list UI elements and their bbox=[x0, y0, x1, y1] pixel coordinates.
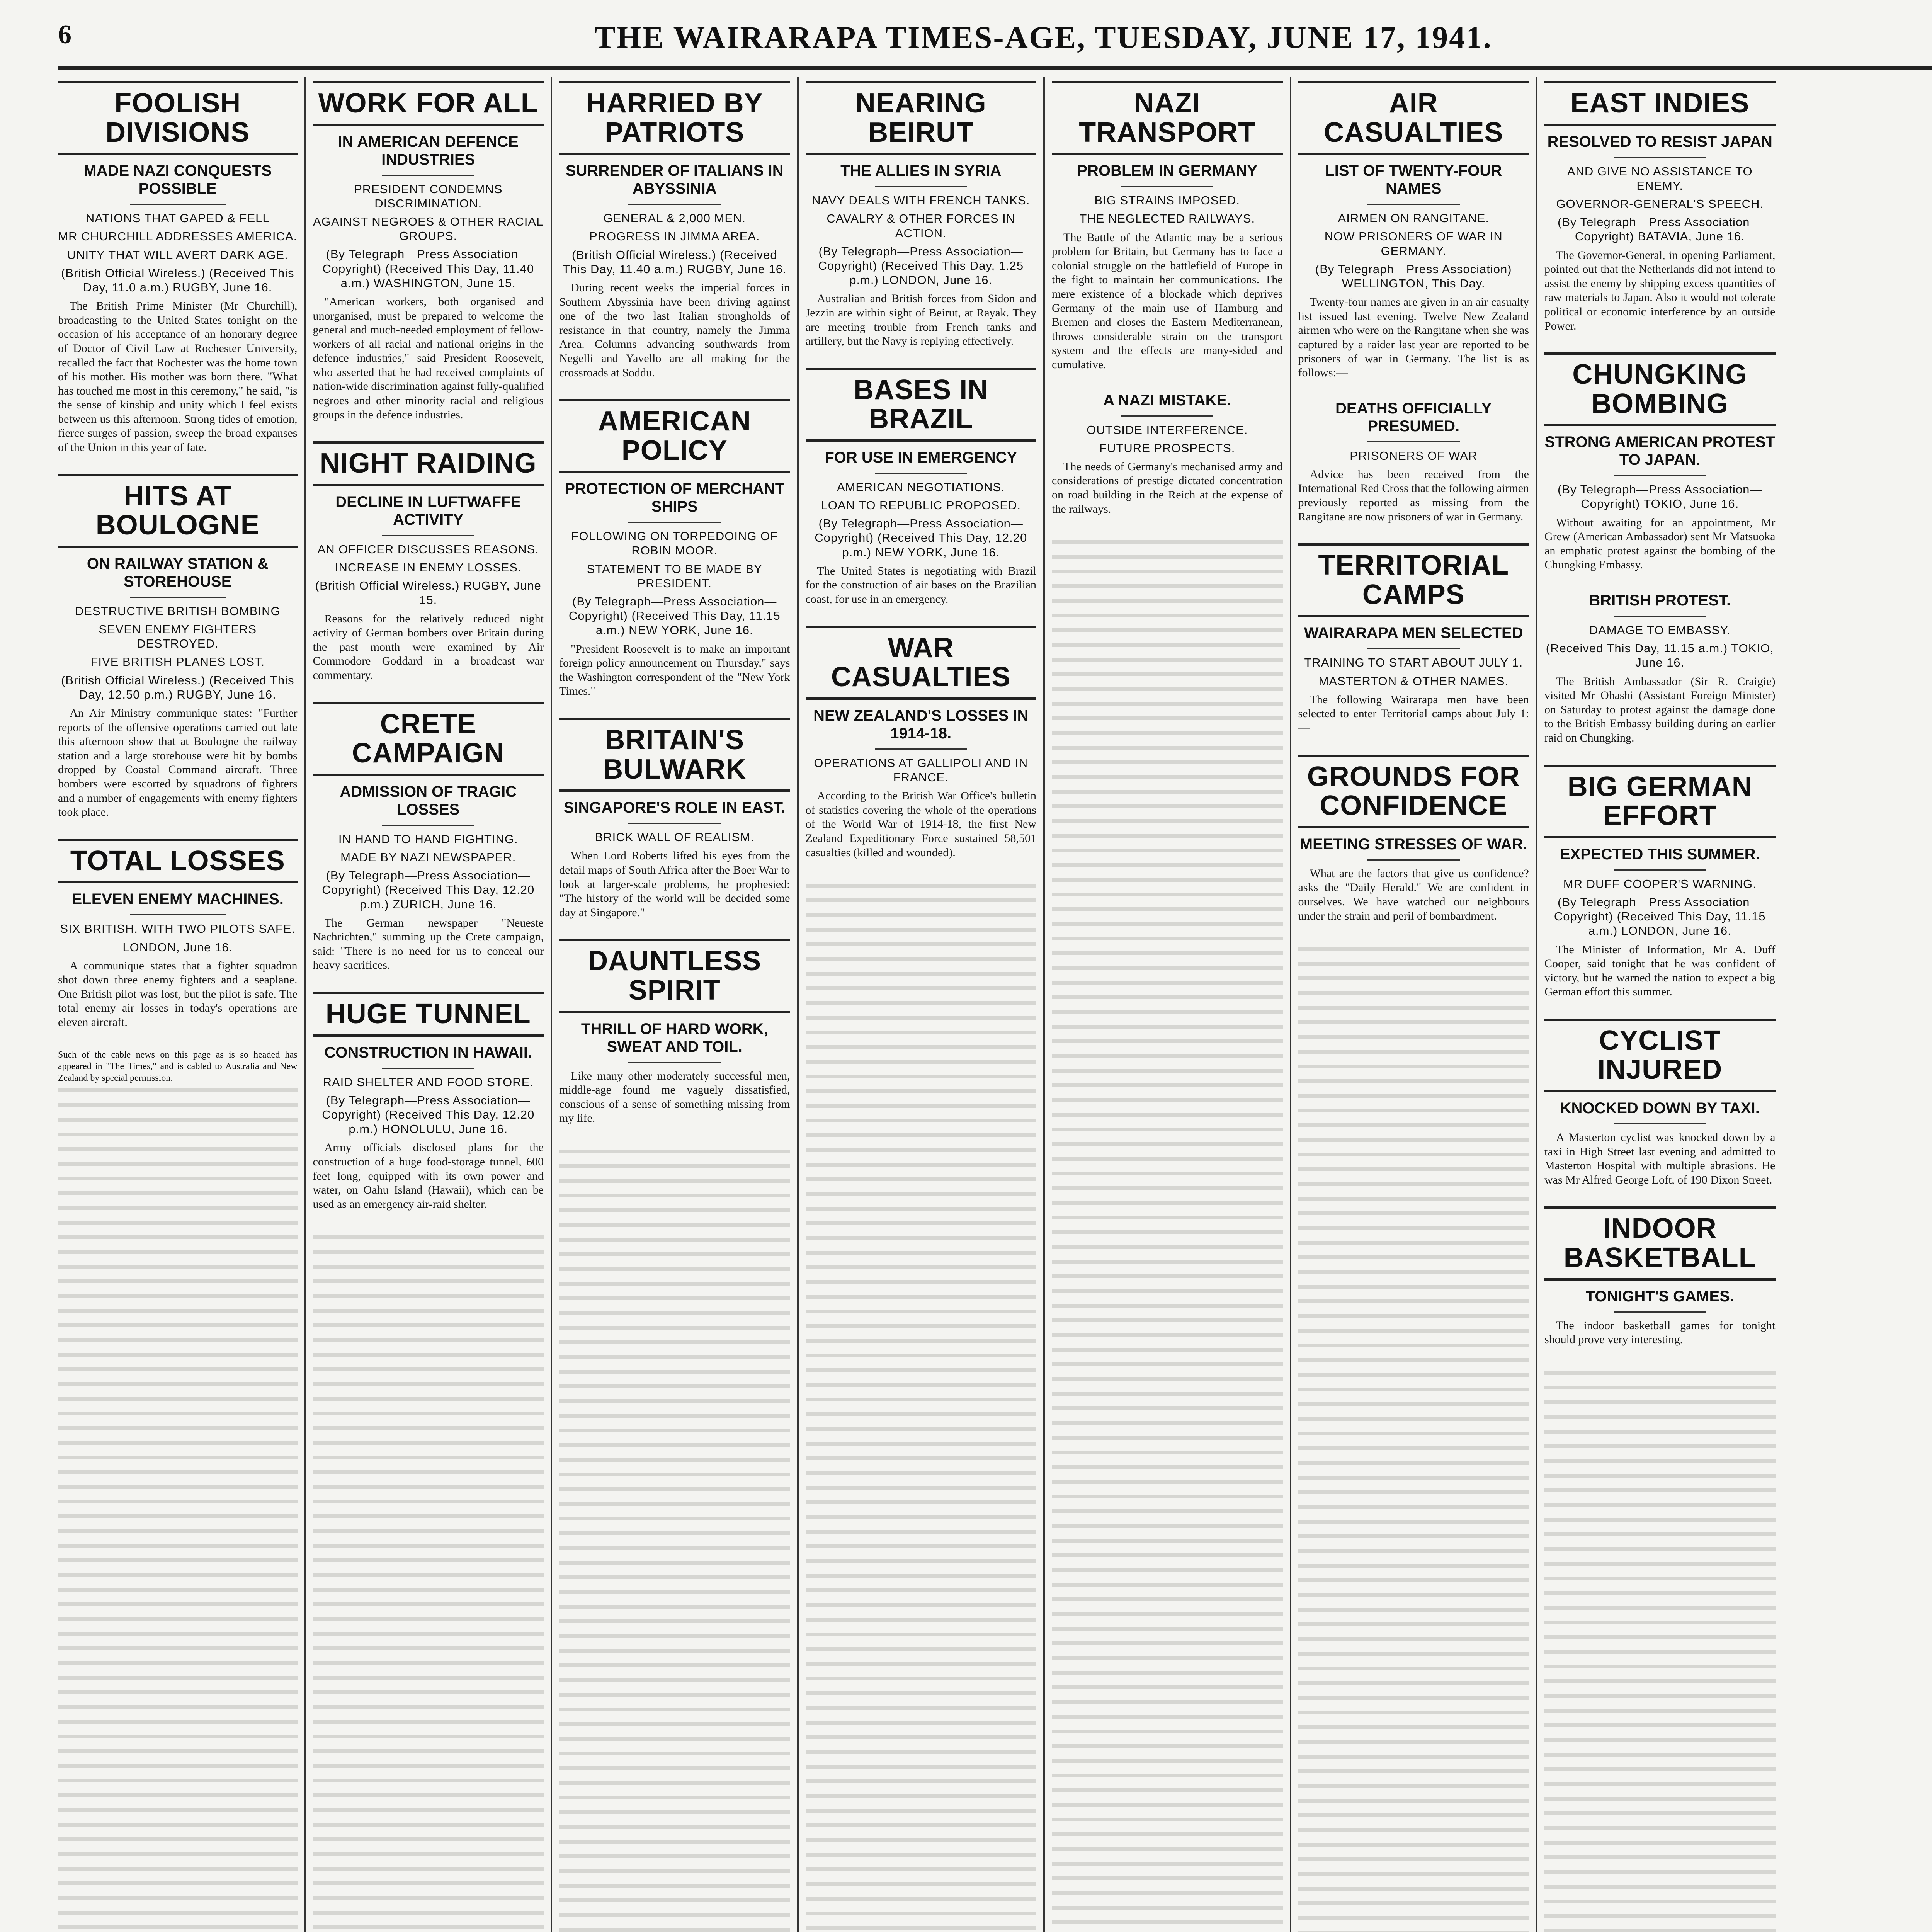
paragraph: "American workers, both organised and unorganised, must be prepared to welcome the general and much-needed employment of fellow-workers of all racial and national origins in the defence industries," said President Roosevelt, who asserted that he had received complaints of nation-wide discrimination against fully-qualified negroes and other minority racial and religious groups in the defence industries. bbox=[313, 295, 544, 421]
paragraph: The Governor-General, in opening Parliament, pointed out that the Netherlands did not intend to assist the enemy by shipping excess quantities of raw materials to Japan. Also it would not tolerate political or economic interference by an outside Power. bbox=[1544, 248, 1776, 332]
divider bbox=[875, 186, 967, 187]
headline: BIG GERMAN EFFORT bbox=[1544, 765, 1776, 838]
paragraph: Without awaiting for an appointment, Mr Grew (American Ambassador) sent Mr Matsuoka an emphatic protest against the bombing of the Chungking Embassy. bbox=[1544, 516, 1776, 571]
article bbox=[1544, 592, 1776, 745]
article-header bbox=[806, 368, 1037, 560]
headline: INDOOR BASKETBALL bbox=[1544, 1206, 1776, 1280]
dateline: (By Telegraph—Press Association—Copyright) (Received This Day, 11.15 a.m.) LONDON, June 16. bbox=[1554, 895, 1766, 938]
article-body bbox=[1544, 1131, 1776, 1187]
headline: TERRITORIAL CAMPS bbox=[1298, 543, 1529, 617]
subheadline: TRAINING TO START ABOUT JULY 1. bbox=[1304, 656, 1523, 670]
article-header bbox=[1052, 391, 1283, 455]
article-header bbox=[1298, 81, 1529, 291]
subheadline: SURRENDER OF ITALIANS IN ABYSSINIA bbox=[565, 162, 784, 197]
subheadline: PROBLEM IN GERMANY bbox=[1077, 162, 1258, 180]
dateline: (By Telegraph—Press Association—Copyright) (Received This Day, 1.25 p.m.) LONDON, June 16. bbox=[818, 244, 1024, 287]
article bbox=[313, 702, 544, 973]
article-body bbox=[559, 1069, 790, 1126]
continued-text bbox=[1052, 536, 1283, 1932]
paragraph: A communique states that a fighter squadron shot down three enemy fighters and a seaplane. One British pilot was lost, but the pilot is safe. The total enemy air losses in today's operations are eleven aircraft. bbox=[58, 959, 298, 1029]
columns bbox=[58, 77, 1932, 1932]
article bbox=[58, 474, 298, 820]
column-2 bbox=[304, 77, 551, 1932]
article-header bbox=[1052, 81, 1283, 226]
continued-text bbox=[1298, 942, 1529, 1932]
paragraph: Advice has been received from the International Red Cross that the following airmen previously reported as missing from the Rangitane are now prisoners of war in Germany. bbox=[1298, 468, 1529, 523]
subheadline: SIX BRITISH, WITH TWO PILOTS SAFE. bbox=[60, 922, 296, 936]
headline: CYCLIST INJURED bbox=[1544, 1019, 1776, 1092]
article-header bbox=[1298, 400, 1529, 463]
article-body bbox=[559, 642, 790, 699]
subheadline: PRESIDENT CONDEMNS DISCRIMINATION. bbox=[354, 182, 503, 210]
article-body bbox=[313, 612, 544, 683]
article-body bbox=[313, 295, 544, 422]
article-body bbox=[1544, 516, 1776, 572]
footnote: Such of the cable news on this page as is so headed has appeared in "The Times," and is cabled to Australia and New Zealand by special permission. bbox=[58, 1049, 298, 1083]
headline: HITS AT BOULOGNE bbox=[58, 474, 298, 548]
divider bbox=[130, 597, 226, 598]
article-body bbox=[1298, 867, 1529, 923]
column-3 bbox=[551, 77, 797, 1932]
divider bbox=[130, 204, 226, 205]
paragraph: Army officials disclosed plans for the construction of a huge food-storage tunnel, 600 feet long, equipped with its own power and water, on Oahu Island (Hawaii), which can be used as an emergency air-raid shelter. bbox=[313, 1141, 544, 1211]
divider bbox=[382, 175, 474, 176]
column-4 bbox=[797, 77, 1044, 1932]
paragraph: Twenty-four names are given in an air casualty list issued last evening. Twelve New Zealand airmen who were on the Rangitane when she was captured by a raider last year are reported to be prisoners of war in Germany. The list is as follows:— bbox=[1298, 296, 1529, 379]
headline: HARRIED BY PATRIOTS bbox=[559, 81, 790, 155]
subheadline: THRILL OF HARD WORK, SWEAT AND TOIL. bbox=[581, 1020, 768, 1055]
subheadline: STATEMENT TO BE MADE BY PRESIDENT. bbox=[587, 562, 762, 590]
subheadline: ON RAILWAY STATION & STOREHOUSE bbox=[87, 555, 269, 590]
article-body bbox=[1052, 231, 1283, 372]
subheadline: MEETING STRESSES OF WAR. bbox=[1299, 835, 1527, 853]
article bbox=[1298, 400, 1529, 524]
article-header bbox=[1544, 592, 1776, 670]
article-header bbox=[313, 702, 544, 912]
article bbox=[313, 81, 544, 422]
subheadline: FUTURE PROSPECTS. bbox=[1099, 441, 1235, 455]
article-header bbox=[1298, 543, 1529, 688]
dateline: (By Telegraph—Press Association—Copyright) TOKIO, June 16. bbox=[1558, 483, 1762, 511]
divider bbox=[875, 748, 967, 750]
subheadline: IN HAND TO HAND FIGHTING. bbox=[338, 832, 518, 846]
article-header bbox=[559, 81, 790, 276]
divider bbox=[1121, 415, 1213, 417]
paragraph: The Minister of Information, Mr A. Duff Cooper, said tonight that he was confident of victory, but he warned the nation to expect a big German effort this summer. bbox=[1544, 943, 1776, 998]
paragraph: A Masterton cyclist was knocked down by a taxi in High Street last evening and admitted to Masterton Hospital with multiple abrasions. He was Mr Alfred George Loft, of 190 Dixon Street. bbox=[1544, 1131, 1776, 1186]
article-header bbox=[313, 992, 544, 1136]
article bbox=[1052, 81, 1283, 372]
divider bbox=[130, 914, 226, 915]
paragraph: The British Prime Minister (Mr Churchill), broadcasting to the United States tonight on the occasion of his acceptance of an honorary degree of Doctor of Civil Law at Rochester University, recalled the fact that Rochester was the home town of his mother. His mother was born there. "What has touched me most in this ceremony," he said, "is the sense of kinship and unity which I feel exists between us this afternoon. Strong tides of emotion, fierce surges of passion, sweep the broad expanses of the Union in this year of fate. bbox=[58, 299, 298, 454]
article-body bbox=[1544, 1319, 1776, 1347]
article-body bbox=[58, 299, 298, 455]
paragraph: The following Wairarapa men have been selected to enter Territorial camps about July 1:— bbox=[1298, 693, 1529, 734]
article bbox=[559, 718, 790, 920]
headline: FOOLISH DIVISIONS bbox=[58, 81, 298, 155]
paragraph: The German newspaper "Neueste Nachrichten," summing up the Crete campaign, said: "There is no need for us to conceal our heavy sacrifices. bbox=[313, 916, 544, 972]
paragraph: The Battle of the Atlantic may be a serious problem for Britain, but Germany has to face a colonial struggle on the battlefield of Europe in the fight to maintain her communications. The mere existence of a blockade which deprives Germany of the main use of Hamburg and Bremen and closes the Eastern Mediterranean, throws considerable strain on the transport system and the effects are many-sided and cumulative. bbox=[1052, 231, 1283, 371]
page-number: 6 bbox=[58, 20, 71, 49]
subheadline: FOLLOWING ON TORPEDOING OF ROBIN MOOR. bbox=[571, 529, 778, 558]
article bbox=[313, 992, 544, 1211]
article-body bbox=[806, 292, 1037, 348]
article bbox=[1298, 81, 1529, 380]
continued-text bbox=[58, 1084, 298, 1932]
subheadline: EXPECTED THIS SUMMER. bbox=[1560, 845, 1760, 863]
column-6 bbox=[1290, 77, 1536, 1932]
dateline: (By Telegraph—Press Association—Copyright) (Received This Day, 11.40 a.m.) WASHINGTON, June 15. bbox=[322, 247, 534, 290]
continued-text bbox=[313, 1231, 544, 1932]
masthead bbox=[58, 8, 1932, 70]
subheadline: ADMISSION OF TRAGIC LOSSES bbox=[340, 783, 517, 818]
paragraph: What are the factors that give us confidence? asks the "Daily Herald." We are confident in ourselves. We have watched our neighbours under the strain and peril of bombardment. bbox=[1298, 867, 1529, 922]
paragraph: When Lord Roberts lifted his eyes from the detail maps of South Africa after the Boer War to look at larger-scale problems, he prophesied: "The history of the world will be decided some day at Singapore." bbox=[559, 849, 790, 919]
headline: NEARING BEIRUT bbox=[806, 81, 1037, 155]
article-body bbox=[806, 789, 1037, 860]
article-header bbox=[1298, 755, 1529, 861]
subheadline: SEVEN ENEMY FIGHTERS DESTROYED. bbox=[99, 622, 257, 651]
paragraph: The United States is negotiating with Brazil for the construction of air bases on the Brazilian coast, for use in an emergency. bbox=[805, 564, 1036, 605]
article-body bbox=[559, 849, 790, 920]
subheadline: THE ALLIES IN SYRIA bbox=[840, 162, 1002, 180]
article-header bbox=[806, 626, 1037, 785]
subheadline: MR DUFF COOPER'S WARNING. bbox=[1563, 877, 1757, 891]
article bbox=[58, 839, 298, 1030]
subheadline: GENERAL & 2,000 MEN. bbox=[603, 211, 746, 225]
article-body bbox=[313, 1141, 544, 1211]
dateline: LONDON, June 16. bbox=[122, 940, 233, 954]
article-header bbox=[1544, 81, 1776, 244]
subheadline: DECLINE IN LUFTWAFFE ACTIVITY bbox=[335, 493, 521, 528]
headline: HUGE TUNNEL bbox=[313, 992, 544, 1037]
article-header bbox=[1544, 1019, 1776, 1124]
divider bbox=[628, 1062, 721, 1063]
dateline: (British Official Wireless.) (Received This Day, 11.0 a.m.) RUGBY, June 16. bbox=[61, 266, 294, 294]
article-body bbox=[806, 564, 1037, 607]
subheadline: MADE BY NAZI NEWSPAPER. bbox=[340, 850, 516, 864]
article bbox=[1052, 391, 1283, 517]
article-header bbox=[1544, 352, 1776, 511]
subheadline: BRICK WALL OF REALISM. bbox=[595, 830, 754, 844]
divider bbox=[382, 825, 474, 826]
article-header bbox=[58, 839, 298, 954]
article-body bbox=[1544, 248, 1776, 333]
article-header bbox=[313, 81, 544, 290]
subheadline: PROTECTION OF MERCHANT SHIPS bbox=[565, 480, 785, 515]
headline: BRITAIN'S BULWARK bbox=[559, 718, 790, 792]
article-header bbox=[58, 474, 298, 702]
paragraph: The indoor basketball games for tonight should prove very interesting. bbox=[1544, 1319, 1776, 1346]
subheadline: OPERATIONS AT GALLIPOLI AND IN FRANCE. bbox=[814, 756, 1028, 784]
article bbox=[559, 81, 790, 380]
article bbox=[1298, 543, 1529, 735]
headline: NIGHT RAIDING bbox=[313, 441, 544, 486]
dateline: (By Telegraph—Press Association—Copyright) (Received This Day, 12.20 p.m.) ZURICH, June 16. bbox=[322, 869, 535, 911]
headline: DAUNTLESS SPIRIT bbox=[559, 939, 790, 1013]
article bbox=[1544, 352, 1776, 572]
paragraph: Reasons for the relatively reduced night activity of German bombers over Britain during the past month were examined by Air Commodore Goddard in a broadcast war commentary. bbox=[313, 612, 544, 682]
article-body bbox=[1298, 693, 1529, 735]
headline: WAR CASUALTIES bbox=[806, 626, 1037, 700]
divider bbox=[628, 522, 721, 523]
article-body bbox=[1544, 943, 1776, 999]
headline: AMERICAN POLICY bbox=[559, 399, 790, 473]
dateline: (British Official Wireless.) RUGBY, June 15. bbox=[315, 579, 541, 607]
subheadline: INCREASE IN ENEMY LOSSES. bbox=[335, 561, 522, 575]
subheadline: STRONG AMERICAN PROTEST TO JAPAN. bbox=[1544, 434, 1775, 469]
divider bbox=[628, 823, 721, 824]
paragraph: The needs of Germany's mechanised army and considerations of prestige dictated concentration on road building in the Reich at the expense of the railways. bbox=[1052, 460, 1283, 515]
article-header bbox=[313, 441, 544, 607]
divider bbox=[1367, 204, 1460, 205]
dateline: (By Telegraph—Press Association—Copyright) (Received This Day, 12.20 p.m.) NEW YORK, June 16. bbox=[815, 517, 1027, 559]
article-body bbox=[313, 916, 544, 973]
subheadline: LIST OF TWENTY-FOUR NAMES bbox=[1325, 162, 1502, 197]
continued-text bbox=[806, 879, 1037, 1932]
divider bbox=[1367, 441, 1460, 442]
article-body bbox=[1298, 468, 1529, 524]
subheadline: BRITISH PROTEST. bbox=[1589, 592, 1731, 609]
article bbox=[806, 626, 1037, 860]
article-header bbox=[1544, 765, 1776, 938]
headline: NAZI TRANSPORT bbox=[1052, 81, 1283, 155]
article bbox=[1544, 765, 1776, 999]
dateline: (British Official Wireless.) (Received This Day, 12.50 p.m.) RUGBY, June 16. bbox=[61, 673, 294, 701]
subheadline: DEATHS OFFICIALLY PRESUMED. bbox=[1335, 400, 1492, 435]
subheadline: GOVERNOR-GENERAL'S SPEECH. bbox=[1556, 197, 1764, 211]
headline: BASES IN BRAZIL bbox=[806, 368, 1037, 442]
article-body bbox=[559, 281, 790, 380]
subheadline: ELEVEN ENEMY MACHINES. bbox=[71, 891, 284, 908]
divider bbox=[628, 204, 721, 205]
dateline: (Received This Day, 11.15 a.m.) TOKIO, June 16. bbox=[1546, 641, 1774, 670]
subheadline: DESTRUCTIVE BRITISH BOMBING bbox=[75, 604, 281, 618]
headline: TOTAL LOSSES bbox=[58, 839, 298, 884]
dateline: (By Telegraph—Press Association) WELLINGTON, This Day. bbox=[1315, 262, 1512, 290]
subheadline: AGAINST NEGROES & OTHER RACIAL GROUPS. bbox=[313, 214, 544, 243]
column-7 bbox=[1536, 77, 1782, 1932]
subheadline: CAVALRY & OTHER FORCES IN ACTION. bbox=[827, 212, 1015, 240]
subheadline: PROGRESS IN JIMMA AREA. bbox=[589, 230, 760, 243]
dateline: (By Telegraph—Press Association—Copyright) BATAVIA, June 16. bbox=[1558, 215, 1762, 243]
paragraph: Australian and British forces from Sidon and Jezzin are within sight of Beirut, at Rayak. They are meeting trouble from French tanks and artillery, but the Navy is replying effectively. bbox=[805, 292, 1036, 348]
divider bbox=[1614, 616, 1706, 617]
subheadline: PRISONERS OF WAR bbox=[1350, 449, 1478, 463]
newspaper-title: THE WAIRARAPA TIMES-AGE, TUESDAY, JUNE 17, 1941. bbox=[594, 20, 1492, 55]
subheadline: MASTERTON & OTHER NAMES. bbox=[1318, 674, 1509, 688]
divider bbox=[1367, 648, 1460, 649]
divider bbox=[1614, 157, 1706, 158]
article bbox=[806, 81, 1037, 349]
article bbox=[1544, 1206, 1776, 1347]
subheadline: OUTSIDE INTERFERENCE. bbox=[1087, 423, 1248, 437]
subheadline: A NAZI MISTAKE. bbox=[1103, 391, 1231, 409]
article-body bbox=[1052, 460, 1283, 516]
subheadline: AIRMEN ON RANGITANE. bbox=[1338, 211, 1489, 225]
subheadline: RAID SHELTER AND FOOD STORE. bbox=[323, 1075, 534, 1089]
article-header bbox=[559, 939, 790, 1063]
subheadline: FOR USE IN EMERGENCY bbox=[825, 449, 1017, 466]
divider bbox=[1614, 475, 1706, 476]
paragraph: The British Ambassador (Sir R. Craigie) visited Mr Ohashi (Assistant Foreign Minister) on Saturday to protest against the damage done to the British Embassy building during an earlier raid on Chungking. bbox=[1544, 675, 1776, 744]
article-body bbox=[58, 959, 298, 1030]
headline: AIR CASUALTIES bbox=[1298, 81, 1529, 155]
paragraph: "President Roosevelt is to make an important foreign policy announcement on Thursday," says the Washington correspondent of the "New York Times." bbox=[559, 642, 790, 698]
divider bbox=[1614, 1311, 1706, 1313]
article-header bbox=[1544, 1206, 1776, 1312]
divider bbox=[1614, 1123, 1706, 1124]
article bbox=[1544, 81, 1776, 333]
divider bbox=[382, 1068, 474, 1069]
column-5 bbox=[1043, 77, 1290, 1932]
divider bbox=[382, 535, 474, 536]
article bbox=[313, 441, 544, 682]
subheadline: CONSTRUCTION IN HAWAII. bbox=[324, 1044, 532, 1061]
subheadline: FIVE BRITISH PLANES LOST. bbox=[90, 655, 265, 669]
subheadline: BIG STRAINS IMPOSED. bbox=[1094, 194, 1240, 207]
divider bbox=[875, 473, 967, 474]
headline: WORK FOR ALL bbox=[313, 81, 544, 126]
divider bbox=[1121, 186, 1213, 187]
continued-text bbox=[1544, 1366, 1776, 1932]
article bbox=[58, 81, 298, 455]
divider bbox=[1367, 859, 1460, 861]
article-body bbox=[1298, 295, 1529, 380]
subheadline: RESOLVED TO RESIST JAPAN bbox=[1547, 133, 1772, 150]
subheadline: LOAN TO REPUBLIC PROPOSED. bbox=[821, 498, 1021, 512]
subheadline: NATIONS THAT GAPED & FELL bbox=[85, 211, 270, 225]
paragraph: Like many other moderately successful men, middle-age found me vaguely dissatisfied, conscious of a sense of something missing from my life. bbox=[559, 1069, 790, 1125]
subheadline: AMERICAN NEGOTIATIONS. bbox=[837, 480, 1005, 494]
subheadline: AN OFFICER DISCUSSES REASONS. bbox=[317, 542, 539, 556]
article-body bbox=[1544, 675, 1776, 745]
subheadline: KNOCKED DOWN BY TAXI. bbox=[1560, 1100, 1760, 1117]
article-header bbox=[58, 81, 298, 294]
headline: EAST INDIES bbox=[1544, 81, 1776, 126]
article bbox=[559, 399, 790, 699]
article-header bbox=[559, 718, 790, 844]
headline: GROUNDS FOR CONFIDENCE bbox=[1298, 755, 1529, 828]
paragraph: According to the British War Office's bulletin of statistics covering the whole of the operations of the World War of 1914-18, the first New Zealand Expeditionary Force sustained 58,501 casualties (killed and wounded). bbox=[805, 789, 1036, 859]
paragraph: An Air Ministry communique states: "Further reports of the offensive operations carried out late this afternoon show that at Boulogne the railway station and a large storehouse were hit by bombs dropped by Coastal Command aircraft. Three bombers were escorted by squadrons of fighters and a number of engagements with enemy fighters took place. bbox=[58, 706, 298, 819]
article bbox=[1544, 1019, 1776, 1187]
article bbox=[1298, 755, 1529, 923]
column-1 bbox=[58, 77, 304, 1932]
subheadline: THE NEGLECTED RAILWAYS. bbox=[1079, 212, 1255, 226]
article-body bbox=[58, 706, 298, 820]
subheadline: NAVY DEALS WITH FRENCH TANKS. bbox=[812, 194, 1030, 207]
dateline: (British Official Wireless.) (Received This Day, 11.40 a.m.) RUGBY, June 16. bbox=[562, 248, 787, 276]
divider bbox=[1614, 869, 1706, 871]
continued-text bbox=[559, 1145, 790, 1932]
headline: CHUNGKING BOMBING bbox=[1544, 352, 1776, 426]
subheadline: MADE NAZI CONQUESTS POSSIBLE bbox=[83, 162, 272, 197]
subheadline: MR CHURCHILL ADDRESSES AMERICA. bbox=[58, 230, 298, 243]
subheadline: IN AMERICAN DEFENCE INDUSTRIES bbox=[338, 133, 519, 168]
subheadline: WAIRARAPA MEN SELECTED bbox=[1304, 624, 1523, 642]
subheadline: SINGAPORE'S ROLE IN EAST. bbox=[563, 799, 786, 816]
subheadline: UNITY THAT WILL AVERT DARK AGE. bbox=[67, 248, 288, 262]
article bbox=[559, 939, 790, 1126]
headline: CRETE CAMPAIGN bbox=[313, 702, 544, 776]
dateline: (By Telegraph—Press Association—Copyright) (Received This Day, 11.15 a.m.) NEW YORK, June 16. bbox=[568, 595, 781, 637]
subheadline: DAMAGE TO EMBASSY. bbox=[1589, 623, 1731, 637]
paragraph: During recent weeks the imperial forces in Southern Abyssinia have been driving against one of the two last Italian strongholds of resistance in that country, namely the Jimma Area. Columns advancing southwards from Negelli and Yavello are all making for the crossroads at Soddu. bbox=[559, 281, 790, 379]
subheadline: NEW ZEALAND'S LOSSES IN 1914-18. bbox=[813, 707, 1029, 742]
article-header bbox=[559, 399, 790, 638]
dateline: (By Telegraph—Press Association—Copyright) (Received This Day, 12.20 p.m.) HONOLULU, June 16. bbox=[322, 1093, 535, 1136]
subheadline: NOW PRISONERS OF WAR IN GERMANY. bbox=[1324, 230, 1503, 258]
subheadline: TONIGHT'S GAMES. bbox=[1585, 1287, 1734, 1305]
article-header bbox=[806, 81, 1037, 287]
article bbox=[806, 368, 1037, 607]
subheadline: AND GIVE NO ASSISTANCE TO ENEMY. bbox=[1567, 164, 1753, 192]
